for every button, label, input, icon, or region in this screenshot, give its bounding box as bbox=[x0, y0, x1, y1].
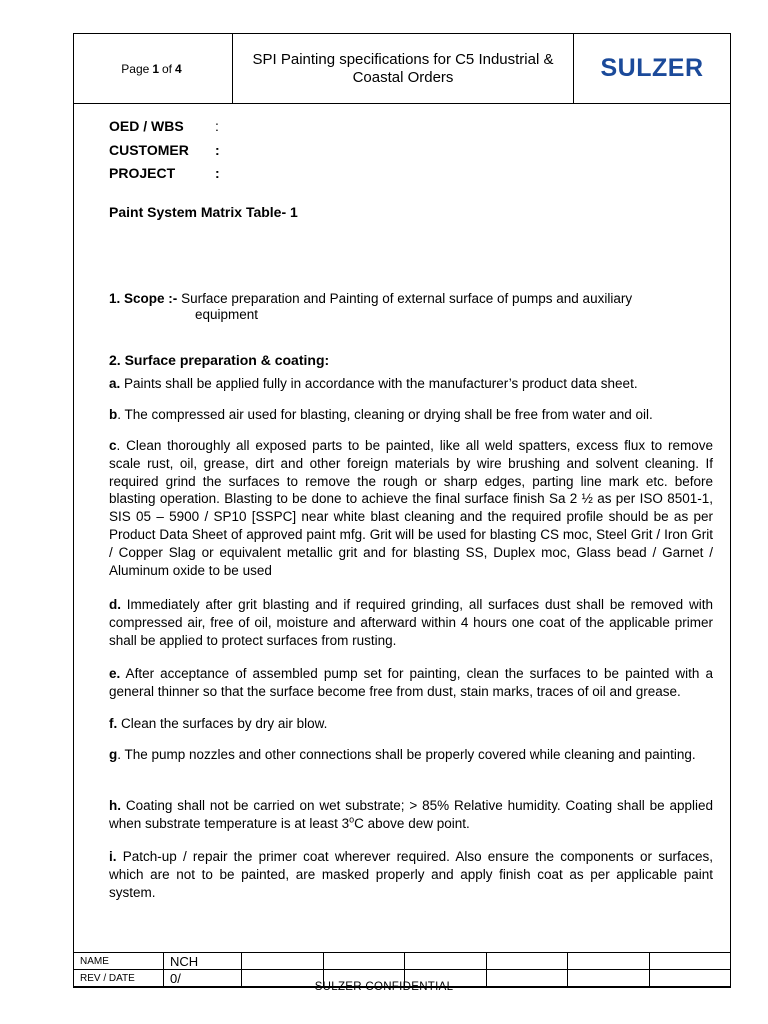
rev-label: REV / DATE bbox=[74, 970, 164, 987]
sulzer-logo: SULZER bbox=[600, 54, 704, 82]
matrix-title: Paint System Matrix Table- 1 bbox=[109, 204, 298, 220]
meta-row-project bbox=[109, 165, 225, 189]
item-text: . Clean thoroughly all exposed parts to be painted, like all weld spatters, excess flux to remove scale rust, oil, grease, dirt and other foreign materials by wire brushing and solvent cleaning. If required grind the surfaces to remove the rough or sharp edges, parting line mark etc. before blasting operation. Blasting to be done to achieve the final surface finish Sa 2 ½ as per ISO 8501-1, SIS 05 – 5900 / SP10 [SSPC] near white blast cleaning and the required profile should be as per Product Data Sheet of approved paint mfg. Grit will be used for blasting CS moc, Steel Grit / Iron Grit / Copper Slag or equivalent metallic grit and for blasting SS, Duplex moc, Glass bead / Garnet / Aluminum oxide to be used bbox=[109, 438, 713, 578]
item-text: Paints shall be applied fully in accordance with the manufacturer’s product data sheet. bbox=[120, 376, 638, 391]
item-text: Clean the surfaces by dry air blow. bbox=[117, 716, 328, 731]
meta-row-customer bbox=[109, 142, 225, 166]
item-g bbox=[109, 746, 713, 764]
item-text: . The compressed air used for blasting, cleaning or drying shall be free from water and oil. bbox=[117, 407, 653, 422]
name-value: NCH bbox=[164, 953, 242, 970]
item-h bbox=[109, 797, 713, 833]
logo-cell bbox=[574, 34, 730, 103]
footer-cell bbox=[242, 953, 324, 970]
footer-cell bbox=[486, 953, 568, 970]
item-letter: h. bbox=[109, 798, 121, 813]
footer-cell bbox=[405, 953, 487, 970]
scope-section bbox=[109, 291, 729, 323]
item-d bbox=[109, 596, 713, 649]
scope-text-line2: equipment bbox=[195, 307, 259, 322]
item-e bbox=[109, 665, 713, 701]
meta-colon: : bbox=[215, 141, 220, 158]
document-header bbox=[73, 33, 731, 104]
meta-label: PROJECT bbox=[109, 165, 176, 181]
item-letter: f. bbox=[109, 716, 118, 731]
name-label: NAME bbox=[74, 953, 164, 970]
item-c bbox=[109, 437, 713, 579]
item-letter: g bbox=[109, 747, 118, 762]
footer-cell bbox=[323, 953, 405, 970]
item-letter: c bbox=[109, 438, 117, 453]
page-prefix: Page bbox=[121, 61, 150, 76]
item-letter: b bbox=[109, 407, 118, 422]
rev-value: 0/ bbox=[164, 970, 242, 987]
item-a bbox=[109, 375, 713, 393]
item-letter: d. bbox=[109, 597, 121, 612]
surface-prep-title: 2. Surface preparation & coating: bbox=[109, 352, 330, 368]
item-text: C above dew point. bbox=[354, 815, 470, 831]
footer-row-name bbox=[74, 953, 731, 970]
page-current: 1 bbox=[152, 61, 159, 76]
footer-cell bbox=[649, 953, 731, 970]
scope-label: Scope :- bbox=[124, 291, 178, 306]
item-i bbox=[109, 848, 713, 901]
item-text: Patch-up / repair the primer coat wherever required. Also ensure the components or surfaces, which are not to be painted, are masked properly and apply finish coat as per applicable paint system. bbox=[109, 849, 713, 900]
item-text: Coating shall not be carried on wet substrate; > 85% Relative humidity. Coating shall be applied when substrate temperature is at least 3 bbox=[109, 798, 713, 831]
item-text: Immediately after grit blasting and if required grinding, all surfaces dust shall be removed with compressed air, free of oil, moisture and afterward within 4 hours one coat of the applicable primer shall be applied to protect surfaces from rusting. bbox=[109, 597, 713, 648]
item-b bbox=[109, 406, 713, 424]
degree-superscript: o bbox=[349, 814, 355, 825]
meta-colon: : bbox=[215, 118, 219, 134]
confidential-notice: SULZER CONFIDENTIAL bbox=[314, 981, 454, 993]
item-f bbox=[109, 715, 713, 733]
meta-label: OED / WBS bbox=[109, 118, 184, 134]
scope-number: 1. bbox=[109, 291, 121, 306]
meta-colon: : bbox=[215, 165, 220, 181]
scope-text-line1: Surface preparation and Painting of external surface of pumps and auxiliary bbox=[181, 291, 633, 306]
page-number-cell bbox=[74, 34, 233, 103]
page-total: 4 bbox=[175, 61, 182, 76]
page-of: of bbox=[162, 61, 173, 76]
item-text: . The pump nozzles and other connections shall be properly covered while cleaning and painting. bbox=[117, 747, 696, 762]
item-letter: e. bbox=[109, 666, 121, 681]
footer-cell bbox=[568, 953, 650, 970]
meta-row-oed bbox=[109, 118, 225, 142]
item-letter: a. bbox=[109, 376, 121, 391]
document-title: SPI Painting specifications for C5 Industrial & Coastal Orders bbox=[233, 34, 574, 103]
meta-label: CUSTOMER bbox=[109, 141, 189, 158]
meta-block bbox=[109, 118, 225, 189]
item-text: After acceptance of assembled pump set for painting, clean the surfaces to be painted with a general thinner so that the surface become free from dust, stain marks, traces of oil and grease. bbox=[109, 666, 713, 699]
item-letter: i. bbox=[109, 849, 117, 864]
